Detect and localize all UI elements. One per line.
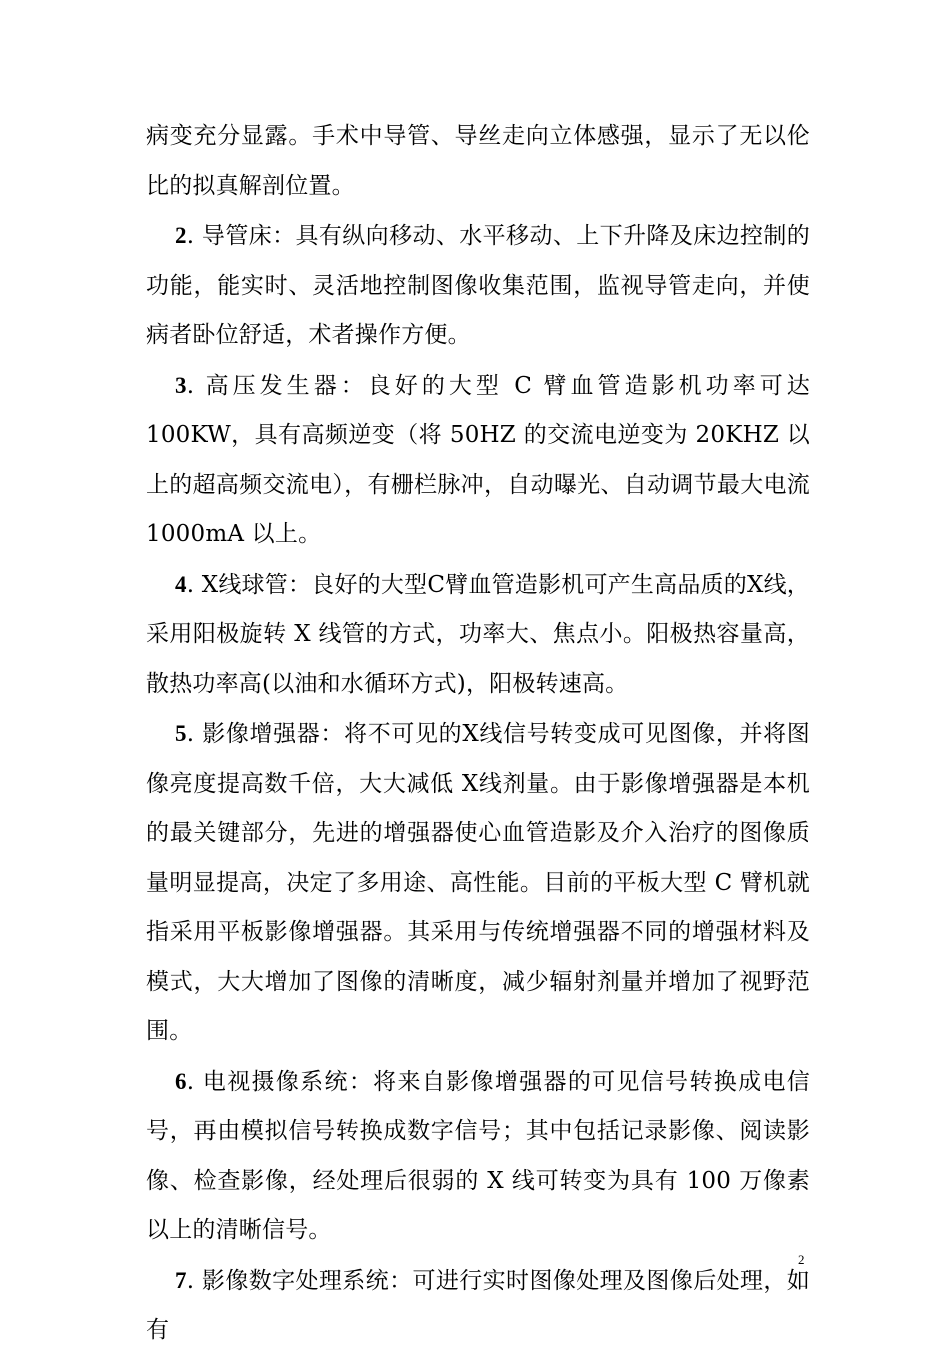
paragraph-catheter-table [146, 211, 810, 361]
paragraph-xray-tube [146, 560, 810, 710]
paragraph-tv-camera-system [146, 1057, 810, 1256]
paragraph-number: 3 [175, 372, 187, 398]
paragraph-number: 5 [175, 721, 187, 746]
paragraph-text: 影像数字处理系统：可进行实时图像处理及图像后处理，如有 [146, 1267, 810, 1343]
paragraph-text: X线球管：良好的大型C臂血管造影机可产生高品质的X线，采用阳极旋转 X 线管的方式，功率大、焦点小。阳极热容量高，散热功率高(以油和水循环方式)，阳极转速高。 [146, 571, 810, 697]
paragraph-separator: . [186, 223, 202, 249]
page-number: 2 [798, 1252, 805, 1267]
paragraph-separator: . [186, 1267, 202, 1294]
paragraph-text: 电视摄像系统：将来自影像增强器的可见信号转换成电信号，再由模拟信号转换成数字信号；其中包括记录影像、阅读影像、检查影像，经处理后很弱的 X 线可转变为具有 100 万像素以上的清晰信号。 [146, 1068, 810, 1243]
paragraph-digital-processing [146, 1256, 810, 1356]
paragraph-number: 4 [175, 571, 187, 597]
paragraph-text: 导管床：具有纵向移动、水平移动、上下升降及床边控制的功能，能实时、灵活地控制图像收集范围，监视导管走向，并使病者卧位舒适，术者操作方便。 [146, 223, 810, 348]
paragraph-number: 7 [175, 1267, 187, 1293]
paragraph-number: 6 [175, 1068, 187, 1094]
paragraph-high-voltage-generator [146, 361, 810, 560]
paragraph-text: 影像增强器：将不可见的X线信号转变成可见图像，并将图像亮度提高数千倍，大大减低 X线剂量。由于影像增强器是本机的最关键部分，先进的增强器使心血管造影及介入治疗的图像质量明显提高，决定了多用途、高性能。目前的平板大型 C 臂机就指采用平板影像增强器。其采用与传统增强器不同的增强材料及模式，大大增加了图像的清晰度，减少辐射剂量并增加了视野范围。 [146, 721, 810, 1044]
paragraph-text: 病变充分显露。手术中导管、导丝走向立体感强，显示了无以伦比的拟真解剖位置。 [146, 123, 810, 199]
paragraph-separator: . [186, 571, 202, 598]
paragraph-text: 高压发生器：良好的大型 C 臂血管造影机功率可达 100KW，具有高频逆变（将 50HZ 的交流电逆变为 20KHZ 以上的超高频交流电），有栅栏脉冲，自动曝光、自动调节最大电流 1000mA 以上。 [146, 372, 810, 547]
paragraph-image-intensifier [146, 709, 810, 1057]
paragraph-separator: . [186, 721, 203, 747]
paragraph-separator: . [186, 372, 206, 399]
paragraph-separator: . [186, 1068, 203, 1095]
paragraph-continuation [146, 112, 810, 211]
body-text [146, 112, 810, 1356]
paragraph-number: 2 [175, 223, 187, 248]
